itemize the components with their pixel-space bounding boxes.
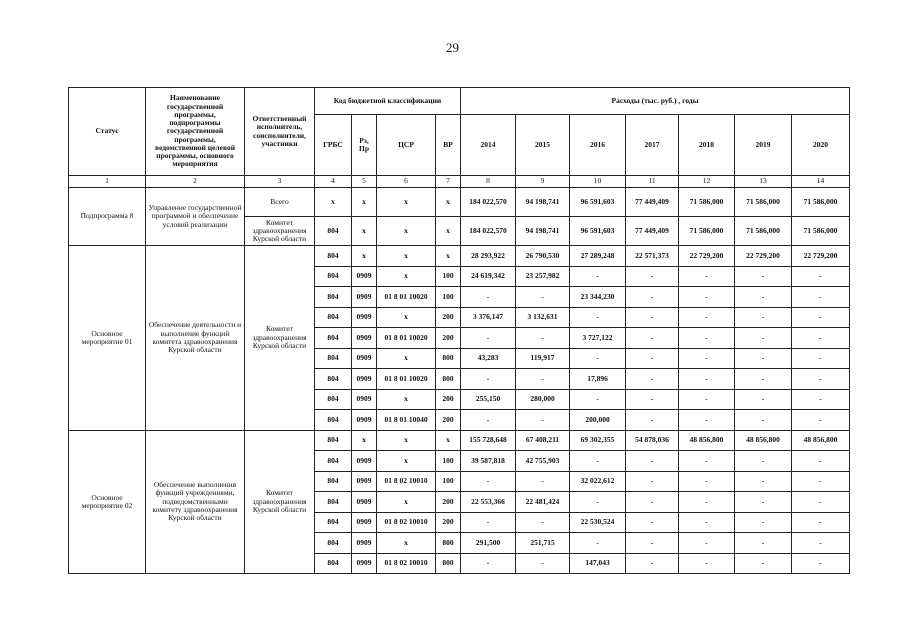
grbs-cell: 804 xyxy=(315,512,352,533)
expense-cell: 67 408,211 xyxy=(516,430,570,451)
grbs-cell: 804 xyxy=(315,266,352,287)
expense-cell: - xyxy=(679,307,735,328)
vr-cell: 800 xyxy=(436,533,461,554)
expense-cell: - xyxy=(516,553,570,574)
expense-cell: 22 481,424 xyxy=(516,492,570,513)
expense-cell: 71 586,000 xyxy=(792,217,850,246)
expense-cell: - xyxy=(735,553,792,574)
expense-cell: 48 856,800 xyxy=(679,430,735,451)
rzpr-cell: 0909 xyxy=(352,451,377,472)
grbs-cell: 804 xyxy=(315,328,352,349)
expense-cell: - xyxy=(679,328,735,349)
expense-cell: - xyxy=(626,512,679,533)
csr-cell: x xyxy=(377,266,436,287)
csr-cell: x xyxy=(377,348,436,369)
csr-cell: x xyxy=(377,451,436,472)
expense-cell: - xyxy=(792,328,850,349)
expense-cell: 3 727,122 xyxy=(570,328,626,349)
section-status: Основное мероприятие 02 xyxy=(69,430,146,574)
expense-cell: - xyxy=(626,533,679,554)
expense-cell: 71 586,000 xyxy=(792,188,850,217)
expense-cell: 28 293,922 xyxy=(461,246,516,267)
vr-cell: 100 xyxy=(436,471,461,492)
csr-cell: 01 8 02 10010 xyxy=(377,553,436,574)
section-name: Обеспечение выполнения функций учреждениями, подведомственными комитету здравоохранения Курской области xyxy=(146,430,245,574)
grbs-cell: 804 xyxy=(315,348,352,369)
rzpr-cell: 0909 xyxy=(352,389,377,410)
rzpr-cell: 0909 xyxy=(352,471,377,492)
expense-cell: - xyxy=(792,512,850,533)
header-year: 2014 xyxy=(461,115,516,176)
rzpr-cell: 0909 xyxy=(352,492,377,513)
expense-cell: 71 586,000 xyxy=(679,188,735,217)
expense-cell: - xyxy=(516,287,570,308)
column-number: 8 xyxy=(461,176,516,188)
section-name: Управление государственной программой и обеспечение условий реализации xyxy=(146,188,245,246)
csr-cell: 01 8 01 10040 xyxy=(377,410,436,431)
expense-cell: - xyxy=(679,492,735,513)
expense-cell: 184 022,570 xyxy=(461,217,516,246)
expense-cell: 3 376,147 xyxy=(461,307,516,328)
expense-cell: - xyxy=(626,328,679,349)
expense-cell: - xyxy=(679,389,735,410)
expense-cell: - xyxy=(626,389,679,410)
csr-cell: 01 8 01 10020 xyxy=(377,287,436,308)
expense-cell: - xyxy=(570,533,626,554)
csr-cell: x xyxy=(377,533,436,554)
csr-cell: x xyxy=(377,430,436,451)
expense-cell: 119,917 xyxy=(516,348,570,369)
rzpr-cell: 0909 xyxy=(352,328,377,349)
expense-cell: - xyxy=(735,287,792,308)
expense-cell: - xyxy=(679,410,735,431)
expense-cell: - xyxy=(570,307,626,328)
header-executor: Ответственный исполнитель, соисполнители, участники xyxy=(245,88,315,176)
grbs-cell: 804 xyxy=(315,451,352,472)
expense-cell: - xyxy=(570,492,626,513)
section-status: Подпрограмма 8 xyxy=(69,188,146,246)
expense-cell: - xyxy=(516,410,570,431)
expense-cell: 280,000 xyxy=(516,389,570,410)
expense-cell: - xyxy=(570,389,626,410)
expense-cell: - xyxy=(792,410,850,431)
column-number: 12 xyxy=(679,176,735,188)
expense-cell: - xyxy=(626,553,679,574)
expense-cell: - xyxy=(792,266,850,287)
csr-cell: 01 8 01 10020 xyxy=(377,328,436,349)
column-number: 3 xyxy=(245,176,315,188)
expense-cell: 22 530,524 xyxy=(570,512,626,533)
expense-cell: - xyxy=(626,492,679,513)
column-number: 2 xyxy=(146,176,245,188)
expense-cell: - xyxy=(679,553,735,574)
column-number: 14 xyxy=(792,176,850,188)
vr-cell: 100 xyxy=(436,287,461,308)
row-executor: Комитет здравоохранения Курской области xyxy=(245,217,315,246)
expense-cell: 291,500 xyxy=(461,533,516,554)
vr-cell: 200 xyxy=(436,307,461,328)
expense-cell: 54 878,036 xyxy=(626,430,679,451)
expense-cell: - xyxy=(735,512,792,533)
expense-cell: 94 198,741 xyxy=(516,217,570,246)
grbs-cell: 804 xyxy=(315,246,352,267)
expense-cell: 251,715 xyxy=(516,533,570,554)
grbs-cell: x xyxy=(315,188,352,217)
expense-cell: - xyxy=(792,471,850,492)
header-rzpr: Рз, Пр xyxy=(352,115,377,176)
header-year: 2015 xyxy=(516,115,570,176)
expense-cell: - xyxy=(570,451,626,472)
grbs-cell: 804 xyxy=(315,553,352,574)
expense-cell: - xyxy=(735,533,792,554)
expense-cell: 24 619,342 xyxy=(461,266,516,287)
expense-cell: - xyxy=(461,471,516,492)
expense-cell: 155 728,648 xyxy=(461,430,516,451)
vr-cell: 800 xyxy=(436,553,461,574)
expense-cell: - xyxy=(461,328,516,349)
column-number: 13 xyxy=(735,176,792,188)
expense-cell: 77 449,409 xyxy=(626,188,679,217)
expense-cell: 71 586,000 xyxy=(735,188,792,217)
expense-cell: 23 344,230 xyxy=(570,287,626,308)
expense-cell: - xyxy=(461,512,516,533)
expense-cell: - xyxy=(516,512,570,533)
header-year: 2016 xyxy=(570,115,626,176)
table-row xyxy=(69,430,850,451)
vr-cell: 100 xyxy=(436,451,461,472)
expense-cell: 22 729,200 xyxy=(792,246,850,267)
column-number: 11 xyxy=(626,176,679,188)
expense-cell: - xyxy=(792,553,850,574)
grbs-cell: 804 xyxy=(315,217,352,246)
expense-cell: 255,150 xyxy=(461,389,516,410)
expense-cell: - xyxy=(679,266,735,287)
grbs-cell: 804 xyxy=(315,389,352,410)
expense-cell: - xyxy=(516,471,570,492)
rzpr-cell: 0909 xyxy=(352,410,377,431)
column-number-row xyxy=(69,176,850,188)
expense-cell: 3 132,631 xyxy=(516,307,570,328)
expense-cell: 96 591,603 xyxy=(570,188,626,217)
page-number: 29 xyxy=(446,40,459,55)
rzpr-cell: 0909 xyxy=(352,512,377,533)
expense-cell: - xyxy=(461,410,516,431)
expense-cell: - xyxy=(461,287,516,308)
column-number: 6 xyxy=(377,176,436,188)
expense-cell: 147,043 xyxy=(570,553,626,574)
section-status: Основное мероприятие 01 xyxy=(69,246,146,431)
expense-cell: - xyxy=(735,369,792,390)
expense-cell: - xyxy=(516,369,570,390)
vr-cell: 800 xyxy=(436,348,461,369)
header-status: Статус xyxy=(69,88,146,176)
expense-cell: 200,000 xyxy=(570,410,626,431)
expense-cell: 17,896 xyxy=(570,369,626,390)
expense-cell: 22 729,200 xyxy=(735,246,792,267)
grbs-cell: 804 xyxy=(315,492,352,513)
grbs-cell: 804 xyxy=(315,471,352,492)
expense-cell: - xyxy=(735,348,792,369)
vr-cell: 100 xyxy=(436,266,461,287)
header-year: 2020 xyxy=(792,115,850,176)
expense-cell: - xyxy=(735,389,792,410)
grbs-cell: 804 xyxy=(315,430,352,451)
expense-cell: 71 586,000 xyxy=(679,217,735,246)
header-year: 2017 xyxy=(626,115,679,176)
column-number: 7 xyxy=(436,176,461,188)
expense-cell: 22 571,373 xyxy=(626,246,679,267)
vr-cell: x xyxy=(436,430,461,451)
csr-cell: 01 8 01 10020 xyxy=(377,369,436,390)
expense-cell: - xyxy=(679,512,735,533)
budget-table xyxy=(68,87,850,574)
row-executor: Всего xyxy=(245,188,315,217)
vr-cell: 200 xyxy=(436,328,461,349)
expense-cell: - xyxy=(626,307,679,328)
vr-cell: 800 xyxy=(436,369,461,390)
expense-cell: - xyxy=(626,471,679,492)
expense-cell: 184 022,570 xyxy=(461,188,516,217)
expense-cell: - xyxy=(570,266,626,287)
expense-cell: - xyxy=(570,348,626,369)
expense-cell: - xyxy=(626,287,679,308)
expense-cell: - xyxy=(626,410,679,431)
grbs-cell: 804 xyxy=(315,287,352,308)
expense-cell: - xyxy=(792,307,850,328)
header-expenses-group: Расходы (тыс. руб.) , годы xyxy=(461,88,850,115)
rzpr-cell: x xyxy=(352,430,377,451)
rzpr-cell: 0909 xyxy=(352,307,377,328)
expense-cell: 43,283 xyxy=(461,348,516,369)
expense-cell: 48 856,800 xyxy=(735,430,792,451)
header-year: 2019 xyxy=(735,115,792,176)
expense-cell: 71 586,000 xyxy=(735,217,792,246)
expense-cell: 77 449,409 xyxy=(626,217,679,246)
rzpr-cell: 0909 xyxy=(352,348,377,369)
header-csr: ЦСР xyxy=(377,115,436,176)
expense-cell: - xyxy=(516,328,570,349)
expense-cell: - xyxy=(735,266,792,287)
grbs-cell: 804 xyxy=(315,307,352,328)
expense-cell: 27 289,248 xyxy=(570,246,626,267)
vr-cell: x xyxy=(436,188,461,217)
expense-cell: 23 257,982 xyxy=(516,266,570,287)
expense-cell: 96 591,603 xyxy=(570,217,626,246)
rzpr-cell: x xyxy=(352,188,377,217)
header-grbs: ГРБС xyxy=(315,115,352,176)
csr-cell: x xyxy=(377,492,436,513)
expense-cell: - xyxy=(679,287,735,308)
expense-cell: 48 856,800 xyxy=(792,430,850,451)
rzpr-cell: 0909 xyxy=(352,266,377,287)
vr-cell: x xyxy=(436,246,461,267)
table-row xyxy=(69,188,850,217)
expense-cell: - xyxy=(679,348,735,369)
column-number: 10 xyxy=(570,176,626,188)
section-name: Обеспечение деятельности и выполнение функций комитета здравоохранения Курской области xyxy=(146,246,245,431)
expense-cell: 94 198,741 xyxy=(516,188,570,217)
expense-cell: 26 790,530 xyxy=(516,246,570,267)
expense-cell: - xyxy=(626,266,679,287)
expense-cell: - xyxy=(679,451,735,472)
section-executor: Комитет здравоохранения Курской области xyxy=(245,246,315,431)
csr-cell: x xyxy=(377,246,436,267)
csr-cell: x xyxy=(377,307,436,328)
rzpr-cell: 0909 xyxy=(352,287,377,308)
vr-cell: 200 xyxy=(436,410,461,431)
expense-cell: - xyxy=(735,451,792,472)
expense-cell: - xyxy=(792,451,850,472)
expense-cell: 69 302,355 xyxy=(570,430,626,451)
table-body xyxy=(69,188,850,574)
column-number: 9 xyxy=(516,176,570,188)
expense-cell: 32 022,612 xyxy=(570,471,626,492)
header-year: 2018 xyxy=(679,115,735,176)
csr-cell: 01 8 02 10010 xyxy=(377,471,436,492)
rzpr-cell: 0909 xyxy=(352,533,377,554)
column-number: 1 xyxy=(69,176,146,188)
expense-cell: - xyxy=(735,492,792,513)
header-code-group: Код бюджетной классификации xyxy=(315,88,461,115)
expense-cell: - xyxy=(792,369,850,390)
expense-cell: - xyxy=(626,451,679,472)
expense-cell: - xyxy=(792,287,850,308)
expense-cell: - xyxy=(792,389,850,410)
section-executor: Комитет здравоохранения Курской области xyxy=(245,430,315,574)
expense-cell: - xyxy=(735,307,792,328)
rzpr-cell: x xyxy=(352,217,377,246)
expense-cell: - xyxy=(735,410,792,431)
rzpr-cell: 0909 xyxy=(352,369,377,390)
csr-cell: x xyxy=(377,389,436,410)
expense-cell: - xyxy=(792,492,850,513)
rzpr-cell: 0909 xyxy=(352,553,377,574)
expense-cell: - xyxy=(679,533,735,554)
expense-cell: - xyxy=(679,369,735,390)
expense-cell: 39 587,818 xyxy=(461,451,516,472)
column-number: 5 xyxy=(352,176,377,188)
vr-cell: 200 xyxy=(436,389,461,410)
column-number: 4 xyxy=(315,176,352,188)
csr-cell: 01 8 02 10010 xyxy=(377,512,436,533)
expense-cell: - xyxy=(792,348,850,369)
expense-cell: - xyxy=(735,471,792,492)
expense-cell: - xyxy=(679,471,735,492)
expense-cell: - xyxy=(626,348,679,369)
grbs-cell: 804 xyxy=(315,533,352,554)
expense-cell: 22 553,366 xyxy=(461,492,516,513)
csr-cell: x xyxy=(377,188,436,217)
table-row xyxy=(69,246,850,267)
vr-cell: 200 xyxy=(436,512,461,533)
expense-cell: - xyxy=(461,369,516,390)
expense-cell: - xyxy=(792,533,850,554)
expense-cell: 22 729,200 xyxy=(679,246,735,267)
vr-cell: 200 xyxy=(436,492,461,513)
expense-cell: - xyxy=(461,553,516,574)
expense-cell: 42 755,903 xyxy=(516,451,570,472)
expense-cell: - xyxy=(626,369,679,390)
header-name: Наименование государственной программы, подпрограммы государственной программы, ведомственной целевой программы, основного мероприятия xyxy=(146,88,245,176)
grbs-cell: 804 xyxy=(315,369,352,390)
vr-cell: x xyxy=(436,217,461,246)
expense-cell: - xyxy=(735,328,792,349)
csr-cell: x xyxy=(377,217,436,246)
grbs-cell: 804 xyxy=(315,410,352,431)
rzpr-cell: x xyxy=(352,246,377,267)
header-vr: ВР xyxy=(436,115,461,176)
